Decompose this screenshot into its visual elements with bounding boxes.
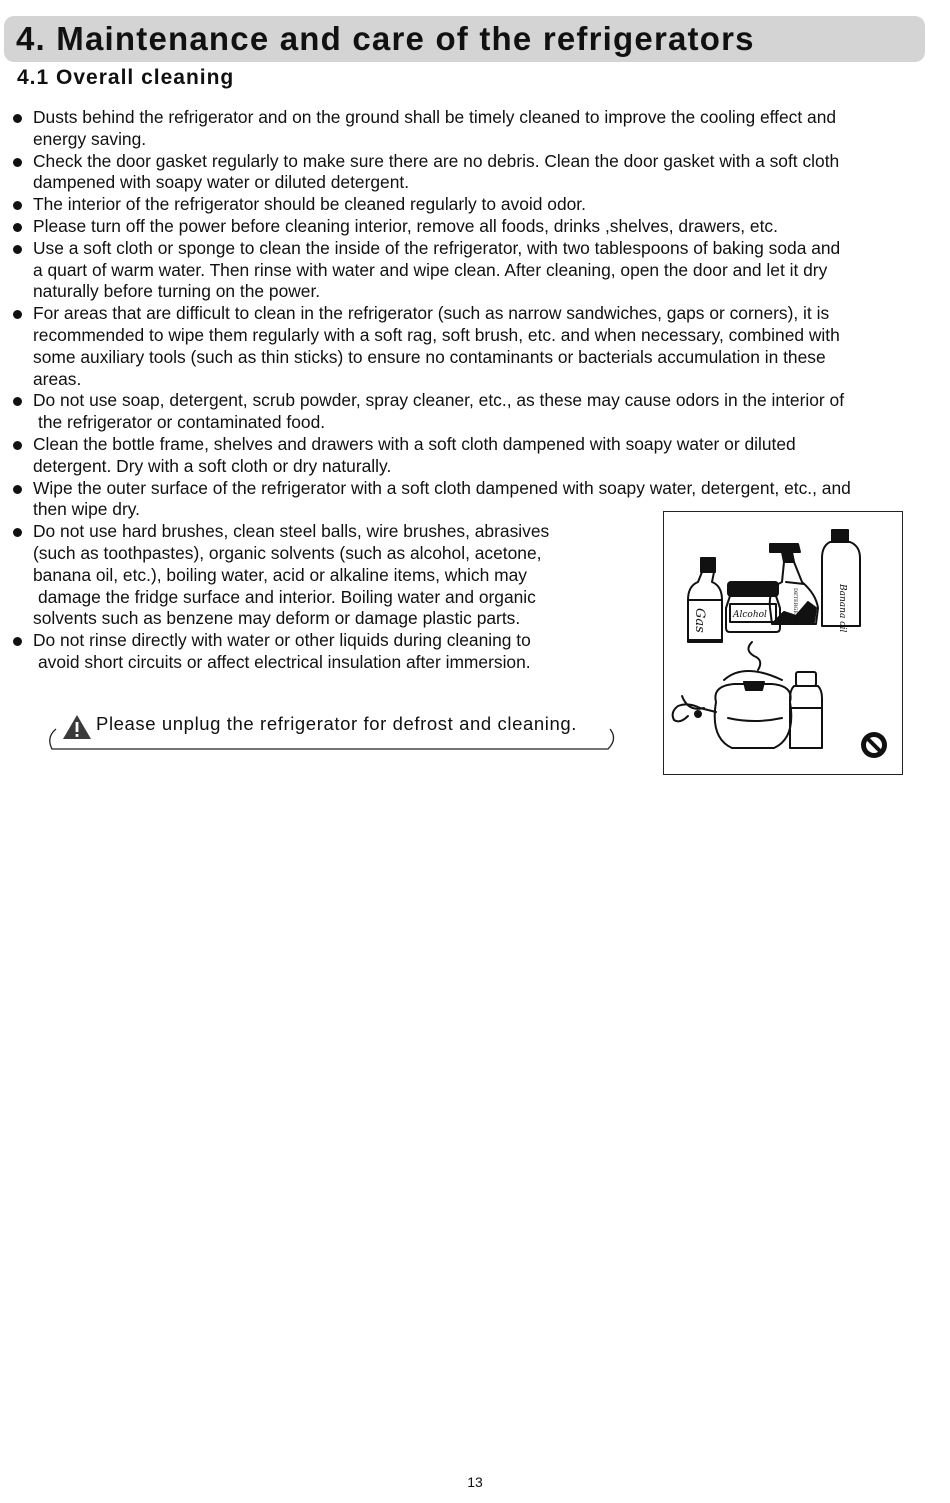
- bullet-dot: [13, 158, 22, 167]
- list-item-line: The interior of the refrigerator should be cleaned regularly to avoid odor.: [33, 194, 586, 215]
- list-item-line: Please turn off the power before cleaning interior, remove all foods, drinks ,shelves, drawers, etc.: [33, 215, 778, 236]
- list-item-line: a quart of warm water. Then rinse with water and wipe clean. After cleaning, open the door and let it dry: [33, 259, 828, 280]
- list-item: [0, 238, 950, 303]
- svg-text:Gas: Gas: [692, 608, 707, 633]
- page-number: 13: [467, 1474, 483, 1490]
- warning-icon: [62, 714, 92, 740]
- list-item-line: recommended to wipe them regularly with a soft rag, soft brush, etc. and when necessary, combined with: [33, 324, 840, 345]
- section-header-bar: [4, 16, 925, 62]
- list-item-line: the refrigerator or contaminated food.: [38, 412, 326, 433]
- list-item-line: Do not rinse directly with water or other liquids during cleaning to: [33, 630, 531, 651]
- small-bottle-icon: [790, 672, 822, 748]
- banana-oil-can-icon: [822, 530, 860, 632]
- cleaners-drawing: [664, 512, 902, 774]
- list-item-line: energy saving.: [33, 128, 147, 149]
- bullet-dot: [13, 201, 22, 210]
- bullet-dot: [13, 441, 22, 450]
- bullet-dot: [13, 485, 22, 494]
- list-item: [0, 303, 950, 390]
- list-item: [0, 107, 950, 151]
- bullet-dot: [13, 397, 22, 406]
- list-item-line: Clean the bottle frame, shelves and drawers with a soft cloth dampened with soapy water or diluted: [33, 433, 796, 454]
- list-item-line: naturally before turning on the power.: [33, 281, 321, 302]
- list-item-line: some auxiliary tools (such as thin sticks) to ensure no contaminants or bacterials accumulation in these: [33, 346, 826, 367]
- list-item-line: Wipe the outer surface of the refrigerator with a soft cloth dampened with soapy water, detergent, etc., and: [33, 477, 851, 498]
- list-item-line: detergent. Dry with a soft cloth or dry naturally.: [33, 455, 392, 476]
- bullet-dot: [13, 310, 22, 319]
- bullet-dot: [13, 528, 22, 537]
- list-item: [0, 194, 950, 216]
- svg-text:DETERGENT: DETERGENT: [792, 588, 798, 622]
- list-item-line: damage the fridge surface and interior. Boiling water and organic: [38, 586, 536, 607]
- list-item-line: banana oil, etc.), boiling water, acid or alkaline items, which may: [33, 564, 527, 585]
- list-item-line: (such as toothpastes), organic solvents (such as alcohol, acetone,: [33, 542, 542, 563]
- gas-bottle-icon: [688, 558, 722, 642]
- list-item-line: areas.: [33, 368, 82, 389]
- list-item-line: Dusts behind the refrigerator and on the ground shall be timely cleaned to improve the cooling effect and: [33, 107, 837, 127]
- list-item: [0, 216, 950, 238]
- list-item-line: avoid short circuits or affect electrical insulation after immersion.: [38, 651, 531, 672]
- list-item-line: For areas that are difficult to clean in the refrigerator (such as narrow sandwiches, gaps or corners), it is: [33, 303, 830, 324]
- list-item-line: then wipe dry.: [33, 499, 140, 520]
- list-item-line: dampened with soapy water or diluted detergent.: [33, 172, 410, 193]
- list-item: [0, 390, 950, 434]
- list-item-line: Do not use soap, detergent, scrub powder, spray cleaner, etc., as these may cause odors in the interior of: [33, 390, 845, 411]
- prohibited-cleaners-illustration: [663, 511, 903, 775]
- list-item: [0, 151, 950, 195]
- caution-banner: [44, 709, 618, 751]
- list-item-line: Use a soft cloth or sponge to clean the inside of the refrigerator, with two tablespoons of baking soda and: [33, 237, 841, 258]
- list-item-line: solvents such as benzene may deform or damage plastic parts.: [33, 608, 521, 629]
- bullet-dot: [13, 223, 22, 232]
- list-item-line: Check the door gasket regularly to make sure there are no debris. Clean the door gasket with a soft cloth: [33, 150, 840, 171]
- caution-text: Please unplug the refrigerator for defrost and cleaning.: [96, 713, 577, 734]
- list-item-line: Do not use hard brushes, clean steel balls, wire brushes, abrasives: [33, 521, 550, 542]
- prohibited-icon: [861, 732, 887, 758]
- section-title: 4. Maintenance and care of the refrigerators: [16, 20, 755, 57]
- svg-text:Alcohol: Alcohol: [733, 610, 767, 620]
- subsection-title: 4.1 Overall cleaning: [17, 66, 235, 89]
- bullet-dot: [13, 245, 22, 254]
- svg-text:Banana oil: Banana oil: [837, 584, 847, 633]
- kettle-icon: [673, 642, 792, 748]
- bullet-dot: [13, 637, 22, 646]
- bullet-dot: [13, 114, 22, 123]
- list-item: [0, 434, 950, 478]
